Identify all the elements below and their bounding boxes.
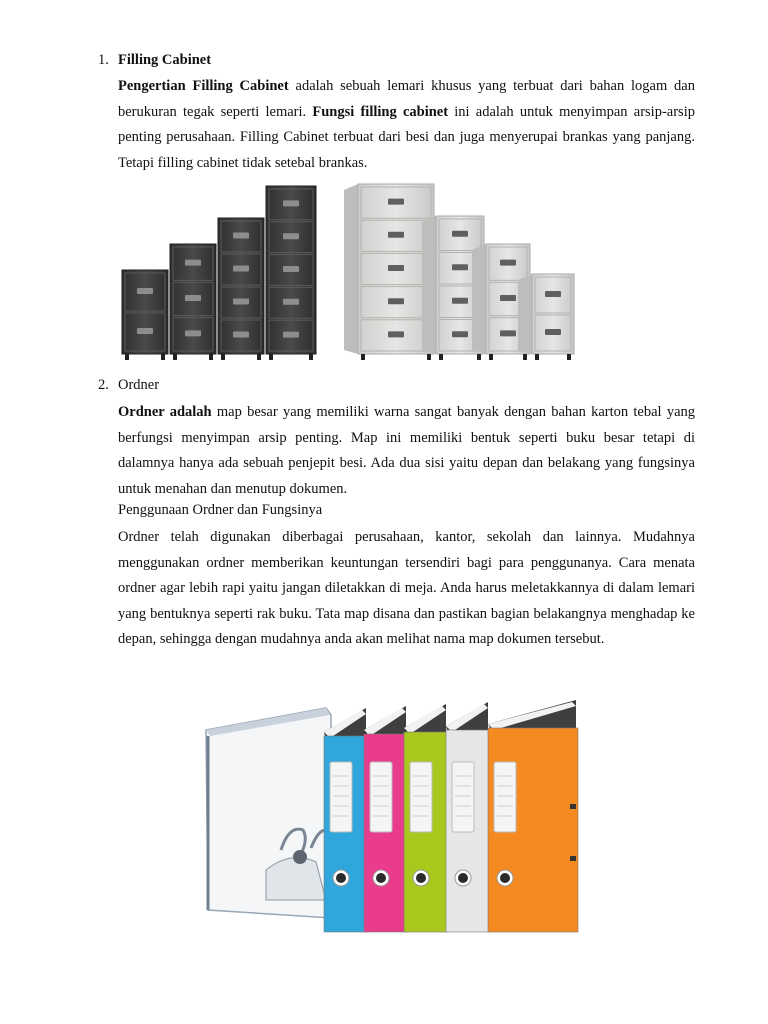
paragraph-filling-cabinet [118,74,695,176]
filing-cabinets-image [120,182,580,374]
binder-green [404,704,448,932]
binder-blue [324,708,368,932]
dark-cabinet-4 [266,186,316,360]
term-ordner-adalah: Ordner adalah [118,404,212,420]
binder-pink [364,706,408,932]
list-number-2: 2. [98,377,109,393]
paragraph-penggunaan: Ordner telah digunakan diberbagai perusahaan, kantor, sekolah dan lainnya. Mudahnya menggunakan ordner memberikan keuntungan tersendiri bagi para penggunanya. Cara menata ordner agar lebih rapi yaitu jangan diletakkan di meja. Anda harus meletakkannya di dalam lemari yang bentuknya seperti rak buku. Tata map disana dan pastikan bagian belakangnya menghadap ke depan, sehingga dengan mudahnya anda akan melihat nama map dokumen tersebut. [118,529,695,647]
term-pengertian: Pengertian Filling Cabinet [118,78,289,94]
binder-orange [488,700,578,932]
dark-cabinet-1 [122,270,168,360]
grey-cabinet-5 [344,184,434,360]
dark-cabinet-3 [218,218,264,360]
list-number-1: 1. [98,52,109,68]
subheading-penggunaan: Penggunaan Ordner dan Fungsinya [118,502,323,518]
section-heading-filling-cabinet: Filling Cabinet [118,52,212,68]
paragraph-ordner [118,400,695,502]
paragraph-text: adalah sebuah lemari khusus yang terbuat dari bahan logam dan berukuran tegak seperti lemari. [118,78,695,120]
paragraph-text: map besar yang memiliki warna sangat banyak dengan bahan karton tebal yang berfungsi menyimpan arsip penting. Map ini memiliki bentuk seperti buku besar tetapi di dalamnya hanya ada sebuah penjepit besi. Ada dua sisi yaitu depan dan belakang yang fungsinya untuk menahan dan menutup dokumen. [118,404,696,497]
section-heading-ordner: Ordner [118,377,160,393]
ordner-binders-image [196,700,580,940]
paragraph-text: ini adalah untuk menyimpan arsip-arsip penting perusahaan. Filling Cabinet terbuat dari besi dan juga menyerupai brankas yang panjang. Tetapi filling cabinet tidak setebal brankas. [118,103,695,171]
grey-cabinet-8 [518,274,574,360]
binder-white [446,702,490,932]
dark-cabinet-2 [170,244,216,360]
term-fungsi: Fungsi filling cabinet [312,103,449,120]
